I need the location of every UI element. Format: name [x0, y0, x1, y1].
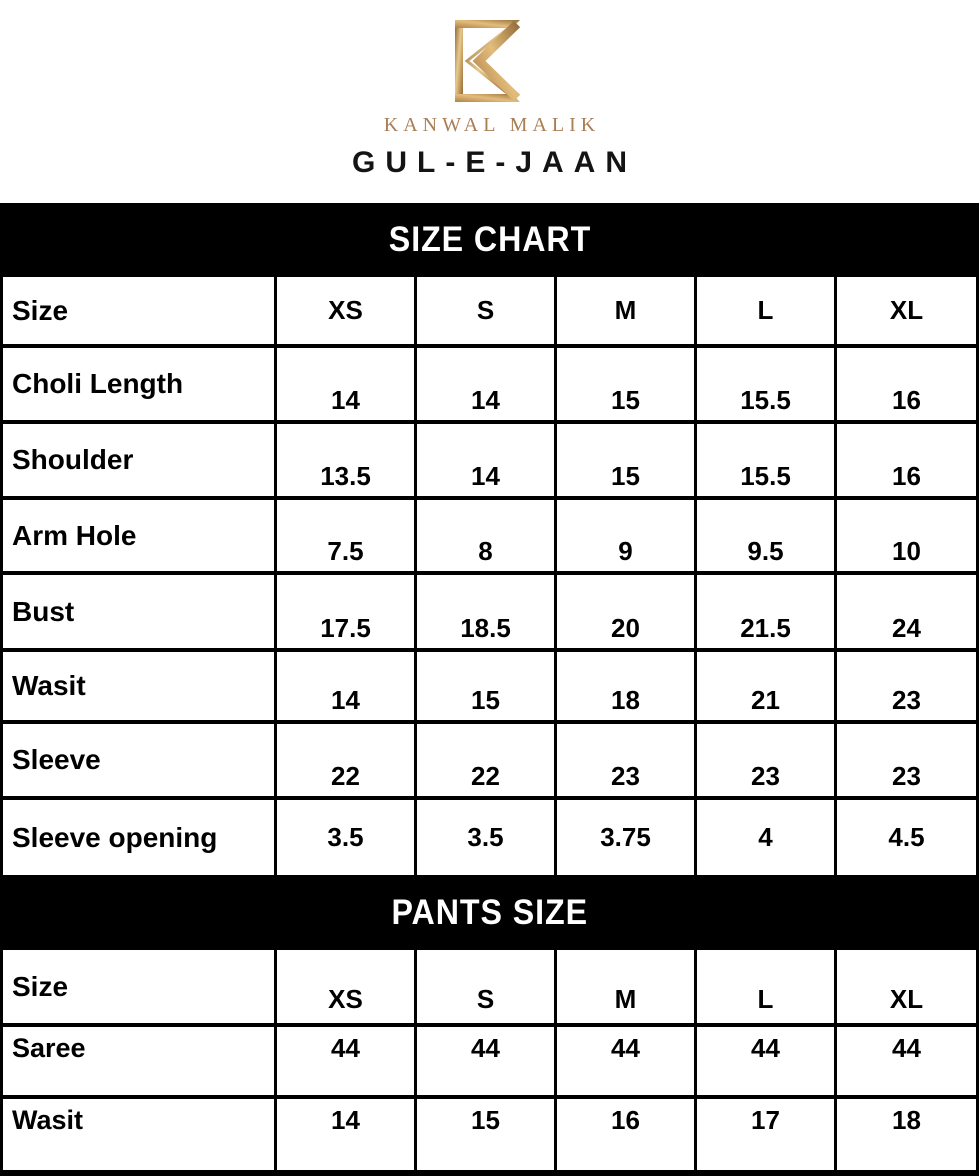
size-chart-table	[0, 277, 979, 875]
table-row-choli-length	[3, 348, 979, 424]
row-label: Sleeve opening	[3, 800, 277, 875]
table-cell: 14	[277, 1099, 417, 1170]
table-cell: 13.5	[277, 424, 417, 496]
km-monogram-icon	[454, 19, 526, 103]
table-cell: 44	[557, 1027, 697, 1095]
row-label: Wasit	[3, 652, 277, 720]
table-cell: 10	[837, 500, 979, 571]
brand-header	[0, 0, 979, 203]
table-cell: 14	[417, 348, 557, 420]
table-cell: 22	[417, 724, 557, 796]
table-cell: 23	[837, 652, 979, 720]
table-cell: 15.5	[697, 424, 837, 496]
col-header-xs: XS	[277, 277, 417, 344]
table-cell: 21	[697, 652, 837, 720]
row-label: Bust	[3, 575, 277, 648]
table-cell: 14	[277, 652, 417, 720]
col-header-xl: XL	[837, 950, 979, 1023]
table-cell: 22	[277, 724, 417, 796]
row-label: Sleeve	[3, 724, 277, 796]
table-cell: 24	[837, 575, 979, 648]
pants-size-title: PANTS SIZE	[391, 892, 588, 932]
table-row-arm-hole	[3, 500, 979, 575]
row-label: Shoulder	[3, 424, 277, 496]
table-row-sleeve	[3, 724, 979, 800]
size-chart-banner	[0, 203, 979, 277]
col-header-l: L	[697, 950, 837, 1023]
table-cell: 44	[277, 1027, 417, 1095]
table-cell: 44	[837, 1027, 979, 1095]
table-cell: 20	[557, 575, 697, 648]
col-header-m: M	[557, 950, 697, 1023]
col-header-l: L	[697, 277, 837, 344]
col-header-size: Size	[3, 950, 277, 1023]
table-cell: 15	[417, 1099, 557, 1170]
table-row-pants-wasit	[3, 1099, 979, 1170]
table-cell: 15	[417, 652, 557, 720]
table-cell: 4	[697, 800, 837, 875]
table-cell: 23	[697, 724, 837, 796]
col-header-xs: XS	[277, 950, 417, 1023]
table-cell: 14	[277, 348, 417, 420]
col-header-s: S	[417, 277, 557, 344]
table-row-sleeve-opening	[3, 800, 979, 875]
table-cell: 44	[417, 1027, 557, 1095]
pants-header-row	[3, 950, 979, 1027]
table-cell: 16	[557, 1099, 697, 1170]
table-cell: 3.75	[557, 800, 697, 875]
table-cell: 23	[837, 724, 979, 796]
pants-size-table	[0, 950, 979, 1170]
table-cell: 9.5	[697, 500, 837, 571]
table-cell: 14	[417, 424, 557, 496]
table-cell: 17	[697, 1099, 837, 1170]
bottom-border	[0, 1170, 979, 1176]
row-label: Arm Hole	[3, 500, 277, 571]
table-row-shoulder	[3, 424, 979, 500]
table-cell: 44	[697, 1027, 837, 1095]
brand-name: KANWAL MALIK	[383, 114, 601, 136]
row-label: Wasit	[3, 1099, 277, 1170]
table-cell: 18	[837, 1099, 979, 1170]
col-header-xl: XL	[837, 277, 979, 344]
table-cell: 9	[557, 500, 697, 571]
table-cell: 15	[557, 424, 697, 496]
table-row-saree	[3, 1027, 979, 1099]
table-cell: 4.5	[837, 800, 979, 875]
size-chart-header-row	[3, 277, 979, 348]
row-label: Saree	[3, 1027, 277, 1095]
size-chart-title: SIZE CHART	[388, 220, 591, 259]
table-cell: 21.5	[697, 575, 837, 648]
table-cell: 7.5	[277, 500, 417, 571]
pants-size-banner	[0, 875, 979, 950]
table-cell: 3.5	[417, 800, 557, 875]
row-label: Choli Length	[3, 348, 277, 420]
col-header-size: Size	[3, 277, 277, 344]
col-header-s: S	[417, 950, 557, 1023]
table-cell: 8	[417, 500, 557, 571]
col-header-m: M	[557, 277, 697, 344]
table-cell: 17.5	[277, 575, 417, 648]
table-row-wasit	[3, 652, 979, 724]
product-name: GUL-E-JAAN	[352, 146, 637, 179]
table-cell: 18.5	[417, 575, 557, 648]
table-cell: 16	[837, 424, 979, 496]
table-cell: 16	[837, 348, 979, 420]
table-cell: 15.5	[697, 348, 837, 420]
table-cell: 23	[557, 724, 697, 796]
table-row-bust	[3, 575, 979, 652]
table-cell: 15	[557, 348, 697, 420]
table-cell: 3.5	[277, 800, 417, 875]
table-cell: 18	[557, 652, 697, 720]
